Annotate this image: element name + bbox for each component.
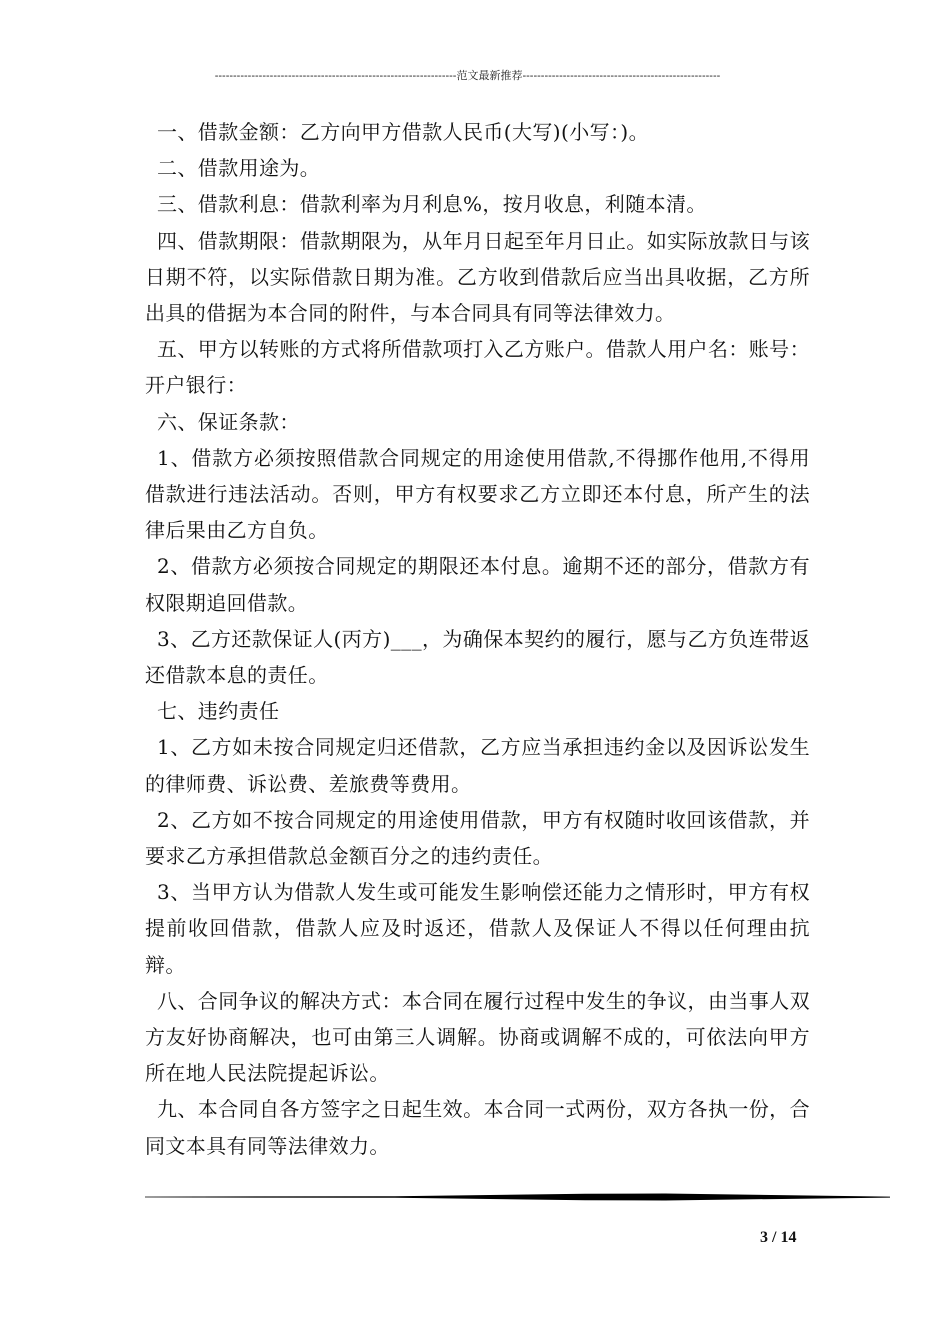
breach-item-2: 2、乙方如不按合同规定的用途使用借款，甲方有权随时收回该借款，并要求乙方承担借款总金额百分之的违约责任。 — [145, 807, 810, 869]
breach-item-1: 1、乙方如未按合同规定归还借款，乙方应当承担违约金以及因诉讼发生的律师费、诉讼费、差旅费等费用。 — [145, 735, 810, 796]
clause-3-loan-interest: 三、借款利息：借款利率为月利息%，按月收息，利随本清。 — [157, 192, 707, 217]
guarantee-item-2: 2、借款方必须按合同规定的期限还本付息。逾期不还的部分，借款方有权限期追回借款。 — [145, 554, 810, 615]
clause-7-breach-heading: 七、违约责任 — [157, 699, 280, 724]
clause-9-effectiveness: 九、本合同自各方签字之日起生效。本合同一式两份，双方各执一份，合同文本具有同等法律效力。 — [145, 1097, 810, 1158]
breach-item-3: 3、当甲方认为借款人发生或可能发生影响偿还能力之情形时，甲方有权提前收回借款，借款人应及时返还，借款人及保证人不得以任何理由抗辩。 — [145, 880, 810, 977]
clause-5-transfer-account: 五、甲方以转账的方式将所借款项打入乙方账户。借款人用户名：账号：开户银行： — [145, 337, 810, 398]
clause-6-guarantee-heading: 六、保证条款： — [157, 409, 300, 434]
header-dashes-right: ------------------------------------------------------ — [522, 70, 721, 82]
header-dashes-left: ------------------------------------------------------------------ — [214, 70, 457, 82]
header-title: 范文最新推荐 — [456, 70, 523, 82]
page-number: 3 / 14 — [760, 1229, 797, 1246]
page-header — [145, 68, 790, 84]
guarantee-item-1: 1、借款方必须按照借款合同规定的用途使用借款,不得挪作他用,不得用借款进行违法活动。否则，甲方有权要求乙方立即还本付息，所产生的法律后果由乙方自负。 — [145, 445, 810, 543]
clause-4-loan-term: 四、借款期限：借款期限为，从年月日起至年月日止。如实际放款日与该日期不符，以实际借款日期为准。乙方收到借款后应当出具收据，乙方所出具的借据为本合同的附件，与本合同具有同等法律效力。 — [145, 228, 810, 326]
guarantee-item-3: 3、乙方还款保证人(丙方)___，为确保本契约的履行，愿与乙方负连带返还借款本息的责任。 — [145, 626, 810, 688]
clause-1-loan-amount: 一、借款金额：乙方向甲方借款人民币(大写)(小写：)。 — [157, 120, 650, 144]
document-body — [145, 114, 810, 1164]
clause-2-loan-purpose: 二、借款用途为。 — [157, 156, 321, 181]
footer-divider — [145, 1193, 890, 1201]
clause-8-dispute-resolution: 八、合同争议的解决方式：本合同在履行过程中发生的争议，由当事人双方友好协商解决，也可由第三人调解。协商或调解不成的，可依法向甲方所在地人民法院提起诉讼。 — [145, 988, 810, 1086]
